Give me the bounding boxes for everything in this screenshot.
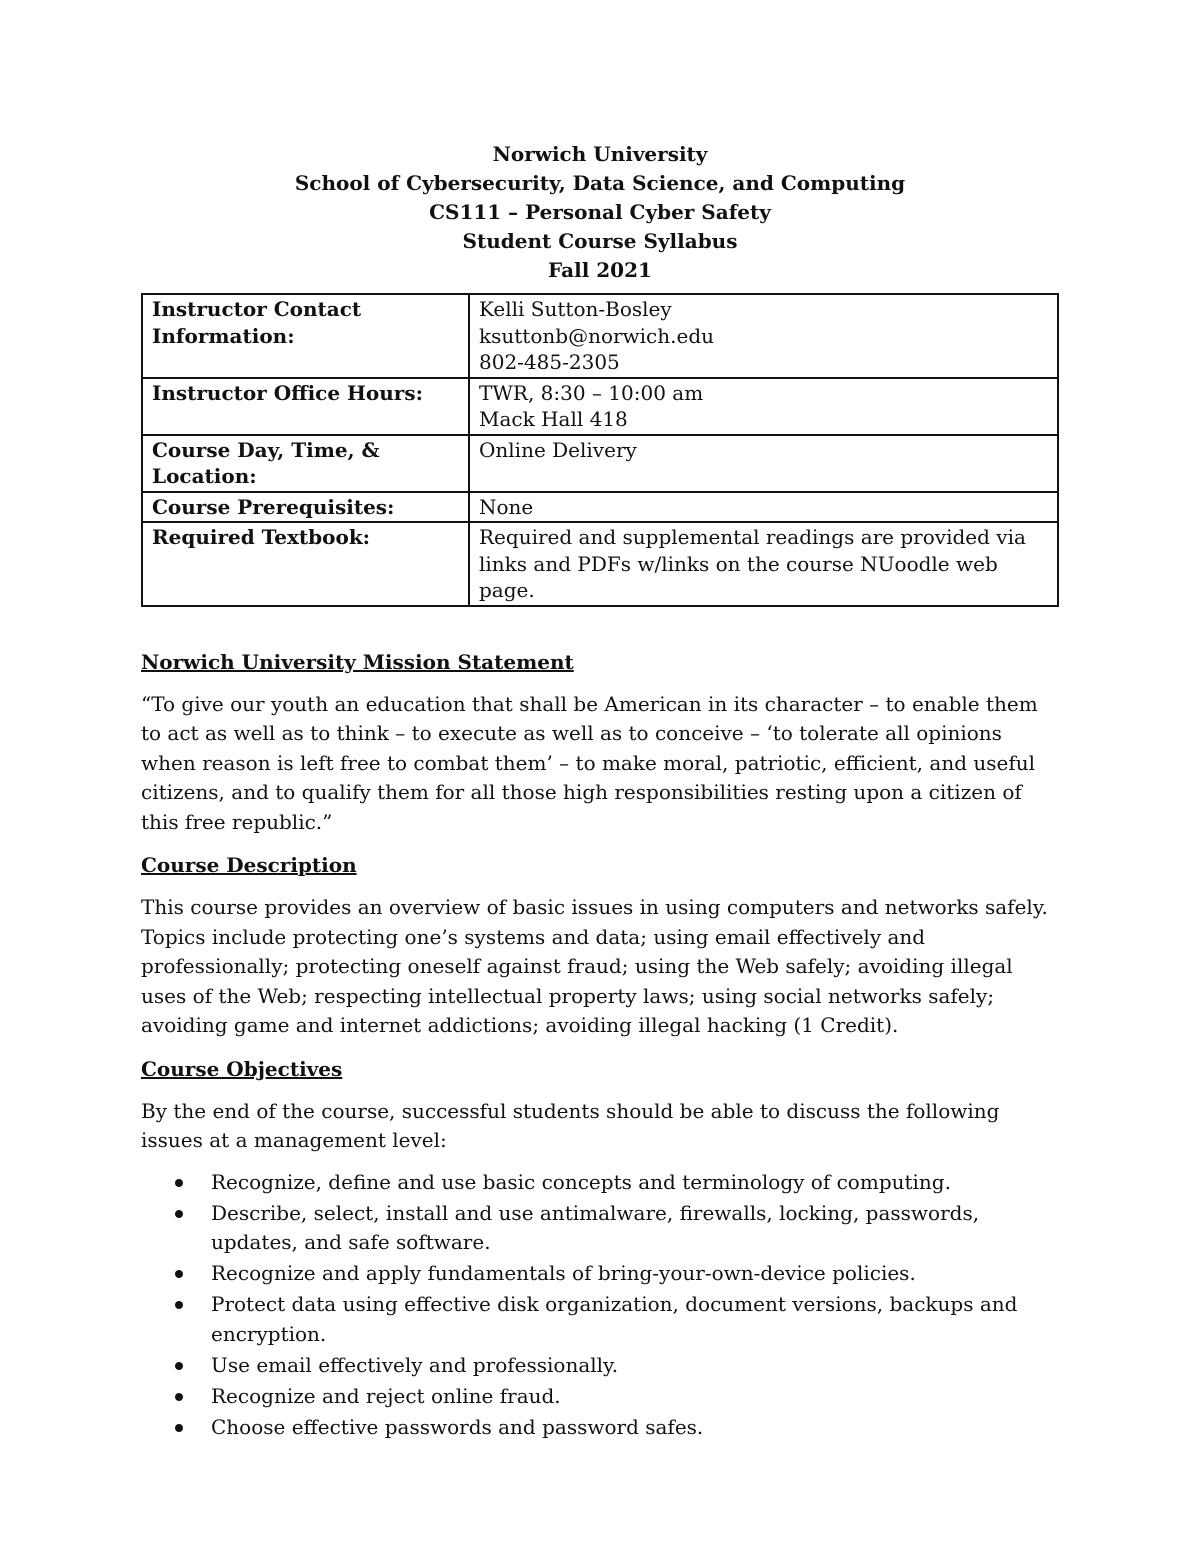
mission-heading: Norwich University Mission Statement — [141, 649, 574, 674]
row-value — [469, 522, 1058, 606]
objective-text: Protect data using effective disk organization, document versions, backups and encryption. — [211, 1292, 1018, 1346]
objective-text: Use email effectively and professionally. — [211, 1352, 619, 1377]
objective-text: Recognize and apply fundamentals of bring-your-own-device policies. — [211, 1261, 916, 1285]
table-row — [142, 492, 1058, 523]
row-value — [469, 435, 1058, 492]
row-label: Course Prerequisites: — [142, 492, 469, 523]
table-row — [142, 522, 1058, 606]
office-location: Mack Hall 418 — [479, 407, 628, 431]
bullet-icon — [175, 1393, 183, 1401]
list-item — [141, 1413, 1059, 1443]
course-title: CS111 – Personal Cyber Safety — [429, 200, 771, 224]
document-header — [141, 140, 1059, 285]
course-description: This course provides an overview of basic issues in using computers and networks safely. Topics include protecting one’s systems and data; using email effectively and professionally; protecting oneself against fraud; using the Web safely; avoiding illegal uses of the Web; respecting intellectual property laws; using social networks safely; avoiding game and internet addictions; avoiding illegal hacking (1 Credit). — [141, 895, 1048, 1037]
row-label: Required Textbook: — [142, 522, 469, 606]
instructor-name: Kelli Sutton-Bosley — [479, 297, 672, 321]
bullet-icon — [175, 1362, 183, 1370]
row-value — [469, 492, 1058, 523]
instructor-phone: 802-485-2305 — [479, 350, 620, 374]
row-value — [469, 294, 1058, 378]
bullet-icon — [175, 1301, 183, 1309]
objective-text: Choose effective passwords and password safes. — [211, 1414, 704, 1439]
list-item — [141, 1259, 1059, 1289]
bullet-icon — [175, 1179, 183, 1187]
objectives-heading: Course Objectives — [141, 1056, 343, 1081]
instructor-email: ksuttonb@norwich.edu — [479, 323, 715, 348]
row-label: Course Day, Time, & Location: — [142, 435, 469, 492]
mission-statement: “To give our youth an education that shall be American in its character – to enable them to act as well as to think – to execute as well as to conceive – ‘to tolerate all opinions when reason is left free to combat them’ – to make moral, patriotic, efficient, and useful citizens, and to qualify them for all those high responsibilities resting upon a citizen of this free republic.” — [141, 691, 1038, 834]
list-item — [141, 1199, 1059, 1258]
list-item — [141, 1382, 1059, 1412]
school-name: School of Cybersecurity, Data Science, and Computing — [294, 171, 906, 195]
objective-text: Recognize, define and use basic concepts and terminology of computing. — [211, 1169, 951, 1194]
document-title: Student Course Syllabus — [462, 229, 738, 253]
office-hours: TWR, 8:30 – 10:00 am — [479, 380, 704, 405]
list-item — [141, 1168, 1059, 1198]
bullet-icon — [175, 1270, 183, 1278]
objective-text: Recognize and reject online fraud. — [211, 1383, 561, 1408]
term: Fall 2021 — [548, 258, 652, 282]
list-item — [141, 1351, 1059, 1381]
objectives-intro: By the end of the course, successful students should be able to discuss the following issues at a management level: — [141, 1098, 1000, 1152]
course-location: Online Delivery — [479, 437, 637, 462]
syllabus-page — [141, 140, 1059, 1444]
bullet-icon — [175, 1424, 183, 1432]
objective-text: Describe, select, install and use antimalware, firewalls, locking, passwords, updates, and safe software. — [211, 1200, 980, 1254]
table-row — [142, 435, 1058, 492]
course-info-table — [141, 293, 1059, 607]
table-row — [142, 294, 1058, 378]
row-value — [469, 378, 1058, 435]
row-label: Instructor Contact Information: — [142, 294, 469, 378]
list-item — [141, 1290, 1059, 1349]
table-row — [142, 378, 1058, 435]
row-label: Instructor Office Hours: — [142, 378, 469, 435]
bullet-icon — [175, 1210, 183, 1218]
prerequisites: None — [479, 494, 534, 519]
university-name: Norwich University — [492, 142, 708, 166]
objectives-list — [141, 1168, 1059, 1443]
description-heading: Course Description — [141, 853, 357, 877]
textbook: Required and supplemental readings are provided via links and PDFs w/links on the course NUoodle web page. — [479, 525, 1026, 602]
